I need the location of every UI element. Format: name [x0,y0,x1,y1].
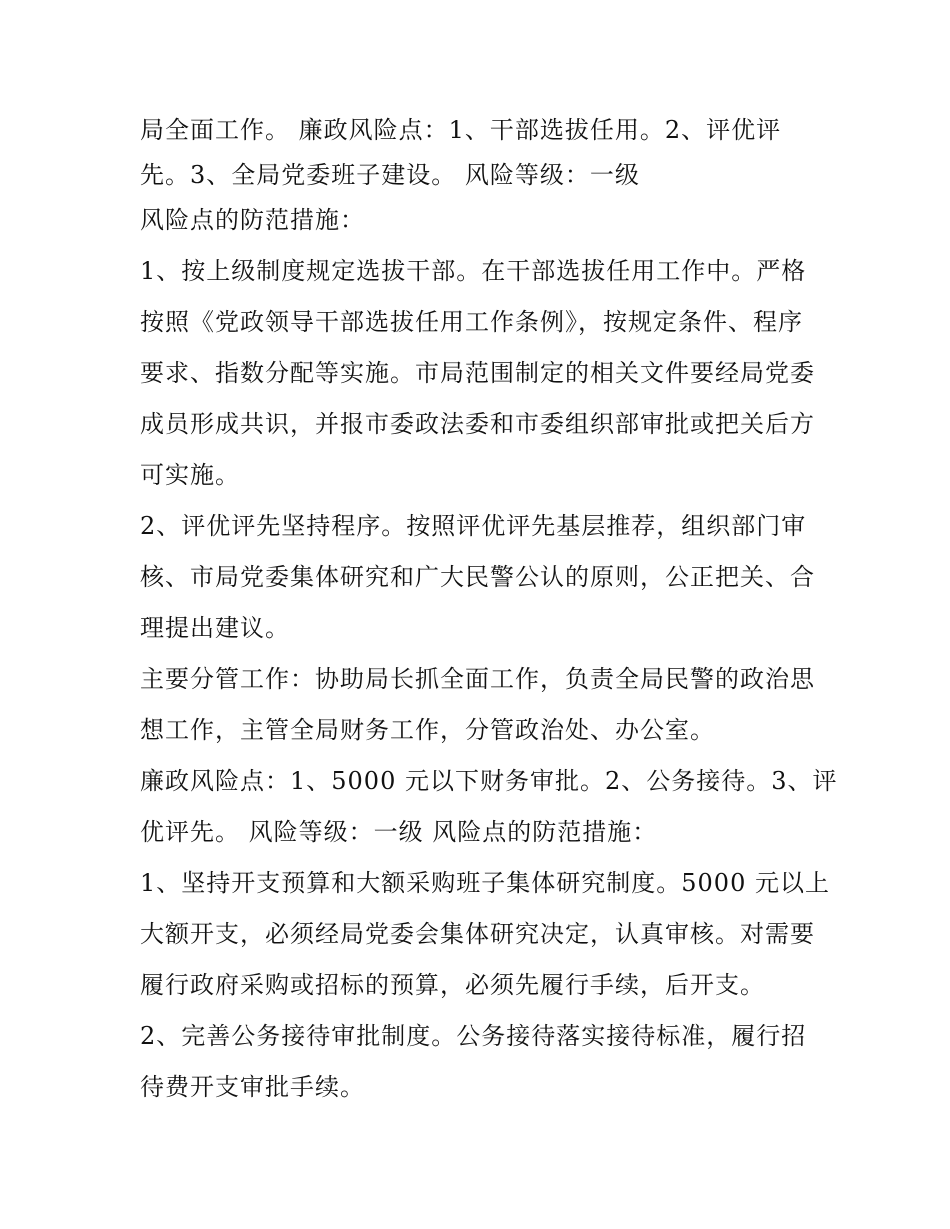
text-line: 想工作，主管全局财务工作，分管政治处、办公室。 [140,716,715,744]
text-line: 2、评优评先坚持程序。按照评优评先基层推荐，组织部门审 [140,512,807,540]
text-line: 大额开支，必须经局党委会集体研究决定，认真审核。对需要 [140,920,815,948]
text-line: 1、坚持开支预算和大额采购班子集体研究制度。5000 元以上 [140,869,830,897]
text-line: 履行政府采购或招标的预算，必须先履行手续，后开支。 [140,971,765,999]
text-line: 成员形成共识，并报市委政法委和市委组织部审批或把关后方 [140,410,815,438]
text-line: 按照《党政领导干部选拔任用工作条例》，按规定条件、程序 [140,308,803,336]
text-line: 要求、指数分配等实施。市局范围制定的相关文件要经局党委 [140,359,815,387]
text-line: 风险点的防范措施： [140,206,365,234]
text-line: 待费开支审批手续。 [140,1073,365,1101]
text-line: 可实施。 [140,461,240,489]
text-line: 先。3、全局党委班子建设。 风险等级：一级 [140,161,640,189]
text-line: 局全面工作。 廉政风险点：1、干部选拔任用。2、评优评 [140,116,782,144]
text-line: 2、完善公务接待审批制度。公务接待落实接待标准，履行招 [140,1022,807,1050]
text-line: 1、按上级制度规定选拔干部。在干部选拔任用工作中。严格 [140,257,807,285]
text-line: 廉政风险点：1、5000 元以下财务审批。2、公务接待。3、评 [140,767,838,795]
text-line: 理提出建议。 [140,614,290,642]
text-line: 优评先。 风险等级：一级 风险点的防范措施： [140,818,658,846]
document-body [140,108,838,1116]
text-line: 核、市局党委集体研究和广大民警公认的原则，公正把关、合 [140,563,815,591]
text-line: 主要分管工作：协助局长抓全面工作，负责全局民警的政治思 [140,665,815,693]
